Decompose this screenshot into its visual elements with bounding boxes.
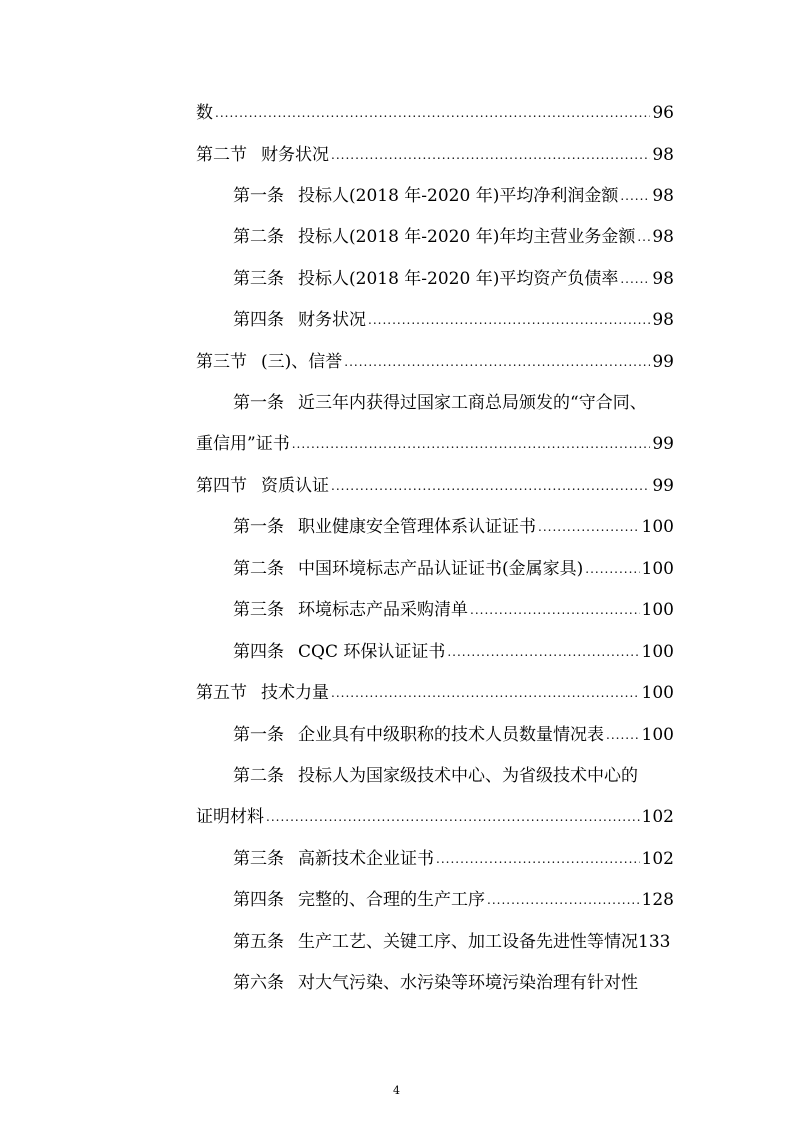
toc-entry-number: 第一条 (233, 725, 284, 745)
toc-entry-title: 证明材料 (196, 807, 264, 827)
toc-entry-number: 第二条 (233, 227, 284, 247)
toc-leader-dots (344, 357, 650, 369)
toc-entry-page: 96 (652, 103, 674, 123)
toc-entry-title: 资质认证 (261, 476, 329, 496)
toc-entry-title: 投标人(2018 年-2020 年)平均资产负债率 (298, 269, 619, 289)
toc-entry-number: 第四条 (233, 890, 284, 910)
toc-leader-dots (436, 854, 640, 866)
toc-leader-dots (620, 191, 650, 203)
toc-entry-title: 对大气污染、水污染等环境污染治理有针对性 (298, 973, 638, 993)
toc-entry[interactable] (233, 923, 698, 953)
toc-entry[interactable] (233, 301, 674, 331)
toc-entry-title: 职业健康安全管理体系认证证书 (298, 517, 536, 537)
toc-entry[interactable] (233, 881, 674, 911)
toc-entry-page: 98 (652, 145, 674, 165)
toc-entry-page: 100 (641, 642, 674, 662)
toc-entry-number: 第四条 (233, 642, 284, 662)
toc-entry-page: 98 (652, 186, 674, 206)
toc-entry-number: 第三条 (233, 600, 284, 620)
toc-leader-dots (620, 274, 650, 286)
toc-entry-number: 第五节 (196, 683, 247, 703)
toc-entry[interactable] (233, 964, 698, 994)
toc-entry-number: 第二条 (233, 559, 284, 579)
toc-leader-dots (585, 564, 639, 576)
toc-entry[interactable] (233, 840, 674, 870)
toc-entry-title: 数 (196, 103, 213, 123)
toc-entry-number: 第二条 (233, 766, 284, 786)
toc-entry-page: 98 (652, 310, 674, 330)
toc-entry[interactable] (196, 94, 674, 124)
toc-leader-dots (331, 688, 640, 700)
toc-entry-title: 近三年内获得过国家工商总局颁发的“守合同、 (298, 393, 647, 413)
toc-entry-page: 100 (641, 725, 674, 745)
toc-entry-page: 99 (652, 352, 674, 372)
toc-entry-title: 完整的、合理的生产工序 (298, 890, 485, 910)
toc-leader-dots (637, 232, 650, 244)
toc-entry-number: 第一条 (233, 517, 284, 537)
toc-entry[interactable] (233, 591, 674, 621)
toc-entry[interactable] (233, 384, 698, 414)
toc-entry[interactable] (196, 467, 674, 497)
toc-entry-page: 99 (652, 434, 674, 454)
toc-entry-number: 第五条 (233, 932, 284, 952)
toc-entry[interactable] (233, 177, 674, 207)
toc-entry-page: 102 (641, 807, 674, 827)
toc-entry[interactable] (233, 218, 674, 248)
toc-entry-page: 98 (652, 269, 674, 289)
toc-entry[interactable] (233, 260, 674, 290)
toc-entry[interactable] (233, 633, 674, 663)
toc-entry-continuation[interactable] (196, 798, 674, 828)
toc-entry-number: 第三条 (233, 269, 284, 289)
toc-entry-title: 投标人(2018 年-2020 年)年均主营业务金额 (298, 227, 636, 247)
toc-leader-dots (266, 812, 640, 824)
toc-entry-page: 100 (641, 559, 674, 579)
toc-entry-title: 财务状况 (261, 145, 329, 165)
toc-leader-dots (292, 439, 651, 451)
toc-entry-number: 第四条 (233, 310, 284, 330)
toc-leader-dots (470, 605, 640, 617)
toc-entry-title: 投标人(2018 年-2020 年)平均净利润金额 (298, 186, 619, 206)
toc-entry-page: 100 (641, 600, 674, 620)
toc-leader-dots (331, 150, 650, 162)
toc-entry-title: 技术力量 (261, 683, 329, 703)
toc-entry-title: CQC 环保认证证书 (298, 642, 446, 662)
toc-entry[interactable] (196, 343, 674, 373)
toc-entry-title: 环境标志产品采购清单 (298, 600, 468, 620)
toc-entry[interactable] (196, 674, 674, 704)
toc-entry-page: 133 (638, 932, 671, 952)
toc-entry-page: 102 (641, 849, 674, 869)
toc-leader-dots (215, 108, 650, 120)
toc-leader-dots (447, 647, 639, 659)
toc-entry-title: 高新技术企业证书 (298, 849, 434, 869)
toc-entry[interactable] (233, 757, 698, 787)
toc-entry[interactable] (233, 508, 674, 538)
toc-entry-number: 第四节 (196, 476, 247, 496)
toc-entry-number: 第六条 (233, 973, 284, 993)
toc-entry-page: 128 (641, 890, 674, 910)
toc-entry-number: 第一条 (233, 186, 284, 206)
toc-entry-number: 第三节 (196, 352, 247, 372)
toc-entry-page: 100 (641, 517, 674, 537)
toc-entry-number: 第二节 (196, 145, 247, 165)
toc-entry-title: (三)、信誉 (261, 352, 343, 372)
toc-entry-page: 100 (641, 683, 674, 703)
toc-entry[interactable] (233, 716, 674, 746)
toc-entry-number: 第三条 (233, 849, 284, 869)
toc-leader-dots (331, 481, 650, 493)
toc-entry-title: 投标人为国家级技术中心、为省级技术中心的 (298, 766, 638, 786)
toc-entry-title: 企业具有中级职称的技术人员数量情况表 (298, 725, 604, 745)
toc-entry-title: 中国环境标志产品认证证书(金属家具) (298, 559, 584, 579)
toc-entry[interactable] (233, 550, 674, 580)
toc-leader-dots (368, 315, 650, 327)
page-number: 4 (393, 1084, 400, 1097)
toc-entry-continuation[interactable] (196, 425, 674, 455)
toc-entry-title: 生产工艺、关键工序、加工设备先进性等情况 (298, 932, 638, 952)
toc-leader-dots (606, 730, 640, 742)
toc-entry-page: 99 (652, 476, 674, 496)
toc-entry[interactable] (196, 136, 674, 166)
toc-entry-title: 重信用”证书 (196, 434, 290, 454)
toc-leader-dots (538, 522, 640, 534)
toc-entry-page: 98 (652, 227, 674, 247)
toc-entry-number: 第一条 (233, 393, 284, 413)
toc-leader-dots (487, 895, 640, 907)
toc-entry-title: 财务状况 (298, 310, 366, 330)
